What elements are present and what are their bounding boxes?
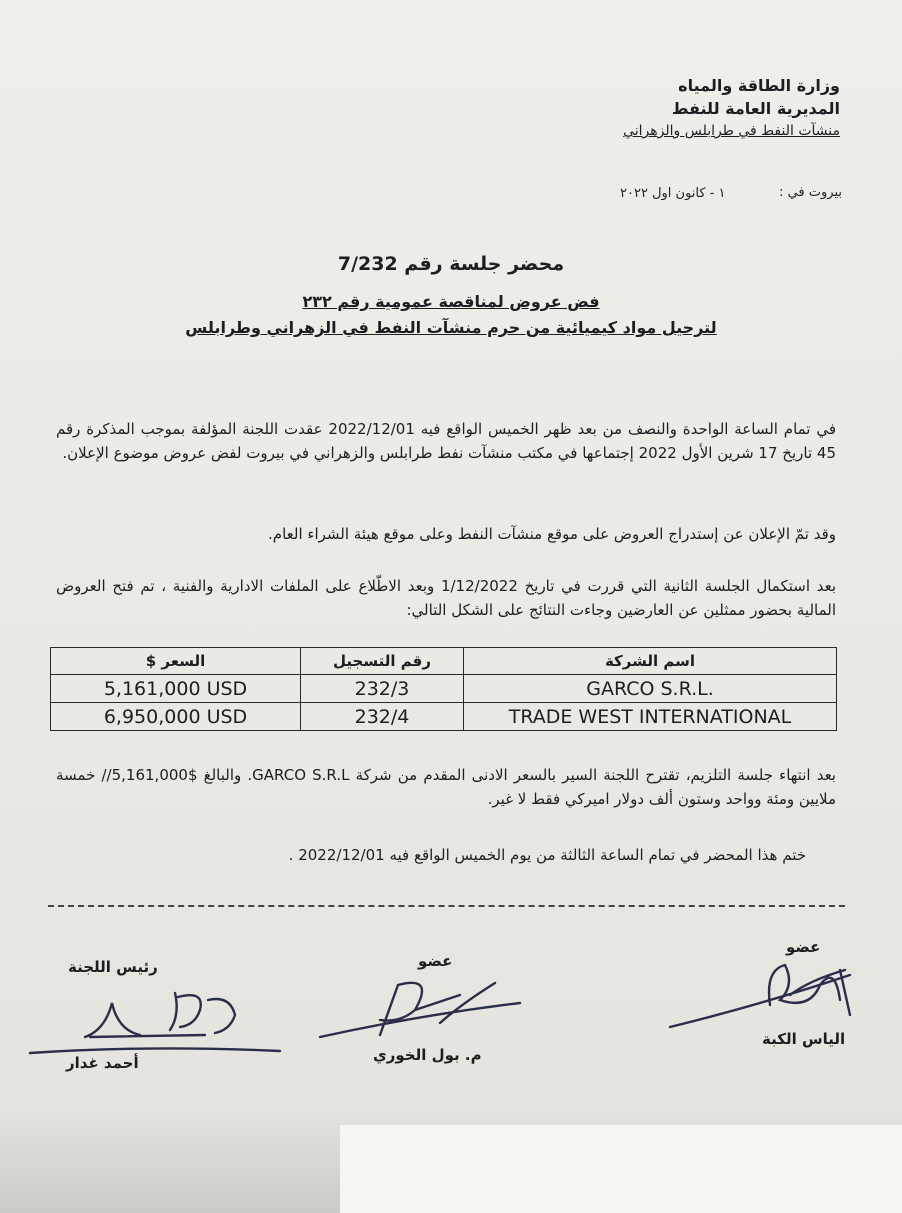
table-row <box>51 675 837 703</box>
subtitle-line-1: فض عروض لمناقصة عمومية رقم ٢٣٢ <box>302 292 600 311</box>
member2-name: الياس الكبة <box>762 1030 846 1048</box>
member1-name: م. بول الخوري <box>373 1046 482 1064</box>
date-label: بيروت في : <box>779 185 842 200</box>
chair-signature <box>30 985 290 1060</box>
header-price: السعر $ <box>51 648 301 675</box>
date-value: ١ - كانون اول ٢٠٢٢ <box>620 186 726 201</box>
chair-name: أحمد غدار <box>66 1054 139 1072</box>
cell-price: 6,950,000 USD <box>51 703 301 731</box>
paragraph-meeting: في تمام الساعة الواحدة والنصف من بعد ظهر الخميس الواقع فيه 2022/12/01 عقدت اللجنة المؤلفة بموجب المذكرة رقم 45 تاريخ 17 شرين الأول 2022 إجتماعها في مكتب منشآت نفط طرابلس والزهراني في بيروت لفض عروض موضوع الإعلان. <box>56 420 836 462</box>
table-header-row <box>51 648 837 675</box>
paragraph-announcement: وقد تمّ الإعلان عن إستدراج العروض على موقع منشآت النفط وعلى موقع هيئة الشراء العام. <box>268 525 836 543</box>
paragraph-award: بعد انتهاء جلسة التلزيم، تقترح اللجنة السير بالسعر الادنى المقدم من شركة GARCO S.R.L. والبالغ $5,161,000// خمسة ملايين ومئة وواحد وستون ألف دولار اميركي فقط لا غير. <box>56 766 836 808</box>
directorate-name: المديرية العامة للنفط <box>671 99 840 118</box>
ministry-name: وزارة الطاقة والمياه <box>678 76 840 95</box>
page-title: محضر جلسة رقم 7/232 <box>337 253 565 275</box>
header-registration: رقم التسجيل <box>301 648 464 675</box>
divider <box>48 905 845 907</box>
cell-company: TRADE WEST INTERNATIONAL <box>464 703 837 731</box>
paragraph-session: بعد استكمال الجلسة الثانية التي قررت في تاريخ 1/12/2022 وبعد الاطّلاع على الملفات الادارية والفنية ، تم فتح العروض المالية بحضور ممثلين عن العارضين وجاءت النتائج على الشكل التالي: <box>56 577 836 619</box>
member1-signature <box>320 975 540 1045</box>
cell-registration: 232/3 <box>301 675 464 703</box>
cell-company: GARCO S.R.L. <box>464 675 837 703</box>
table-row <box>51 703 837 731</box>
results-table <box>50 647 837 731</box>
member2-role: عضو <box>786 938 821 956</box>
installations-name: منشآت النفط في طرابلس والزهراني <box>623 123 840 139</box>
cell-price: 5,161,000 USD <box>51 675 301 703</box>
underlying-sheet <box>340 1125 902 1213</box>
paragraph-closing: ختم هذا المحضر في تمام الساعة الثالثة من يوم الخميس الواقع فيه 2022/12/01 . <box>288 846 806 864</box>
cell-registration: 232/4 <box>301 703 464 731</box>
member1-role: عضو <box>418 952 453 970</box>
member2-signature <box>670 955 870 1035</box>
subtitle-line-2: لترحيل مواد كيميائية من حرم منشآت النفط في الزهراني وطرابلس <box>185 318 717 337</box>
chair-role: رئيس اللجنة <box>68 958 158 976</box>
header-company: اسم الشركة <box>464 648 837 675</box>
